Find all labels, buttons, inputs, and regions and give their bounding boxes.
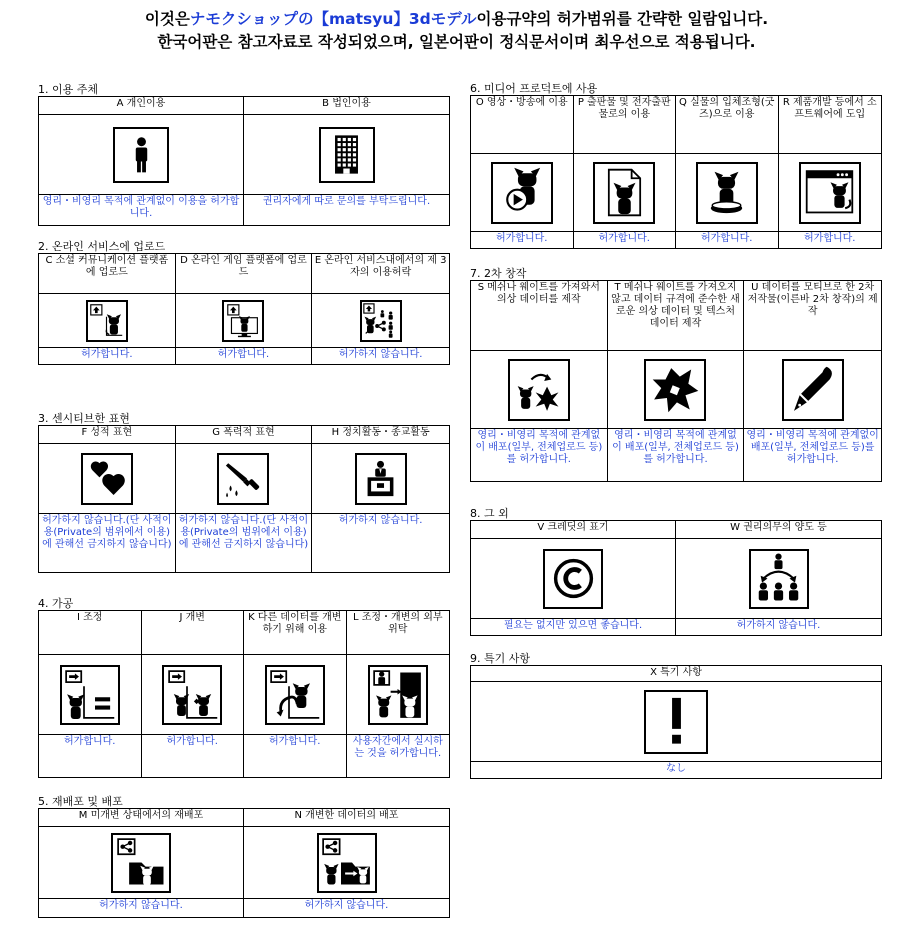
permission-cell (142, 611, 245, 777)
permission-cell (39, 809, 244, 917)
item-label: W 권리의무의 양도 등 (676, 521, 881, 539)
item-picture (39, 655, 141, 735)
header-prefix: 이것은 (144, 10, 190, 28)
permission-cell (312, 426, 449, 572)
section-s8 (470, 507, 882, 636)
adjust-equals-icon (60, 665, 120, 725)
item-picture (312, 294, 449, 348)
item-picture (244, 115, 449, 195)
item-label: I 조정 (39, 611, 141, 655)
item-picture (244, 827, 449, 899)
share-users-icon (360, 300, 402, 342)
item-picture (347, 655, 450, 735)
item-permission: 허가합니다. (81, 349, 133, 360)
item-permission: 영리・비영리 목적에 관계없이 배포(일부, 전체업로드 등)를 허가합니다. (612, 430, 739, 465)
section-title: 2. 온라인 서비스에 업로드 (38, 240, 166, 253)
item-picture (744, 351, 881, 429)
video-cat-icon (491, 162, 553, 224)
section-title: 7. 2차 창작 (470, 267, 527, 280)
item-picture (142, 655, 244, 735)
page-header (0, 8, 913, 54)
item-permission: なし (666, 763, 686, 774)
item-label: V 크레딧의 표기 (471, 521, 675, 539)
header-highlight: ナモクショップの【matsyu】3dモデル (189, 10, 477, 28)
item-picture (676, 539, 881, 619)
item-picture (779, 154, 882, 232)
permission-table (470, 95, 882, 249)
permission-table (38, 425, 450, 573)
item-permission: 허가합니다. (598, 233, 650, 244)
section-s4 (38, 597, 450, 778)
permission-cell (779, 96, 882, 248)
item-label: E 온라인 서비스내에서의 제 3자의 이용허락 (312, 254, 449, 294)
item-label: A 개인이용 (39, 97, 243, 115)
item-label: J 개변 (142, 611, 244, 655)
item-picture (39, 827, 243, 899)
item-picture (471, 682, 881, 762)
permission-table (38, 253, 450, 365)
permission-cell (608, 281, 745, 481)
section-s5 (38, 795, 450, 918)
item-label: D 온라인 게임 플랫폼에 업로드 (176, 254, 312, 294)
item-permission: 허가합니다. (804, 233, 856, 244)
section-s1 (38, 83, 450, 226)
item-picture (176, 444, 312, 514)
permission-cell (471, 96, 574, 248)
item-label: G 폭력적 표현 (176, 426, 312, 444)
item-permission: 필요는 없지만 있으면 좋습니다. (503, 620, 643, 631)
permission-table (470, 520, 882, 636)
section-title: 3. 센시티브한 표현 (38, 412, 130, 425)
section-title: 8. 그 외 (470, 507, 509, 520)
section-title: 4. 가공 (38, 597, 74, 610)
header-line-2: 한국어판은 참고자료로 작성되었으며, 일본어판이 정식문서이며 최우선으로 적용됩니다. (157, 33, 756, 51)
item-picture (471, 351, 607, 429)
section-s6 (470, 82, 882, 249)
building-icon (319, 127, 375, 183)
item-permission: 영리・비영리 목적에 관계없이 이용을 허가합니다. (42, 196, 240, 219)
item-label: K 다른 데이터를 개변하기 위해 이용 (244, 611, 346, 655)
cat-clothes-icon (508, 359, 570, 421)
section-s3 (38, 412, 450, 573)
permission-cell (676, 96, 779, 248)
item-label: F 성적 표현 (39, 426, 175, 444)
item-permission: 허가합니다. (217, 349, 270, 360)
item-permission: 영리・비영리 목적에 관계없이 배포(일부, 전체업로드 등)를 허가합니다. (746, 430, 879, 465)
permission-cell (244, 611, 347, 777)
permission-cell (176, 254, 313, 364)
item-label: X 특기 사항 (471, 666, 881, 682)
item-permission: 허가합니다. (64, 736, 116, 747)
modify-cats-icon (162, 665, 222, 725)
hearts-icon (81, 453, 133, 505)
permission-cell (471, 521, 676, 635)
item-permission: 권리자에게 따로 문의를 부탁드립니다. (262, 196, 431, 207)
item-permission: 허가합니다. (496, 233, 548, 244)
copyright-icon (543, 549, 603, 609)
item-label: P 출판물 및 전자출판물로의 이용 (574, 96, 676, 154)
permission-cell (244, 809, 449, 917)
permission-cell (471, 666, 881, 778)
header-line-1 (0, 8, 913, 31)
permission-table (470, 665, 882, 779)
permission-cell (39, 426, 176, 572)
section-s7 (470, 267, 882, 482)
permission-cell (39, 611, 142, 777)
permission-cell (39, 254, 176, 364)
item-picture (471, 539, 675, 619)
share-modified-folder-icon (317, 833, 377, 893)
item-permission: 허가하지 않습니다. (338, 349, 423, 360)
item-permission: 허가하지 않습니다.(단 사적이용(Private의 범위에서 이용)에 관해선 금지하지 않습니다) (178, 515, 309, 550)
document-cat-icon (593, 162, 655, 224)
upload-monitor-icon (222, 300, 264, 342)
permission-table (38, 96, 450, 226)
item-picture (574, 154, 676, 232)
item-label: T 메쉬나 웨이트를 가져오지 않고 데이터 규격에 준수한 새로운 의상 데이터 및 텍스처 데이터 제작 (608, 281, 744, 351)
permission-cell (744, 281, 881, 481)
cloth-icon (644, 359, 706, 421)
transform-icon (265, 665, 325, 725)
person-icon (113, 127, 169, 183)
item-picture (608, 351, 744, 429)
share-folder-icon (111, 833, 171, 893)
item-permission: 영리・비영리 목적에 관계없이 배포(일부, 전체업로드 등)를 허가합니다. (475, 430, 603, 465)
item-picture (39, 115, 243, 195)
section-title: 1. 이용 주체 (38, 83, 98, 96)
item-picture (471, 154, 573, 232)
item-label: L 조정・개변의 외부위탁 (347, 611, 450, 655)
window-cat-icon (799, 162, 861, 224)
permission-cell (574, 96, 677, 248)
item-picture (39, 294, 175, 348)
item-label: H 정치활동・종교활동 (312, 426, 449, 444)
item-label: S 메쉬나 웨이트를 가져와서 의상 데이터를 제작 (471, 281, 607, 351)
permission-cell (312, 254, 449, 364)
figure-cat-icon (696, 162, 758, 224)
item-label: N 개변한 데이터의 배포 (244, 809, 449, 827)
item-label: O 영상・방송에 이용 (471, 96, 573, 154)
item-label: U 데이터를 모티브로 한 2차 저작물(이른바 2차 창작)의 제작 (744, 281, 881, 351)
item-picture (244, 655, 346, 735)
section-title: 9. 특기 사항 (470, 652, 530, 665)
permission-cell (39, 97, 244, 225)
item-permission: 허가하지 않습니다. (338, 515, 423, 526)
permission-cell (471, 281, 608, 481)
podium-icon (355, 453, 407, 505)
section-title: 5. 재배포 및 배포 (38, 795, 123, 808)
item-picture (676, 154, 778, 232)
item-picture (176, 294, 312, 348)
item-permission: 허가하지 않습니다. (304, 900, 389, 911)
permission-cell (347, 611, 450, 777)
section-title: 6. 미디어 프로덕트에 사용 (470, 82, 598, 95)
item-label: C 소셜 커뮤니케이션 플랫폼에 업로드 (39, 254, 175, 294)
item-label: R 제품개발 등에서 소프트웨어에 도입 (779, 96, 882, 154)
pen-nib-icon (782, 359, 844, 421)
permission-table (38, 610, 450, 778)
permission-table (470, 280, 882, 482)
item-label: Q 실물의 입체조형(굿즈)으로 이용 (676, 96, 778, 154)
section-s2 (38, 240, 450, 365)
item-permission: 허가합니다. (701, 233, 753, 244)
item-picture (312, 444, 449, 514)
permission-cell (676, 521, 881, 635)
item-permission: 허가합니다. (166, 736, 218, 747)
transfer-icon (749, 549, 809, 609)
permission-table (38, 808, 450, 918)
item-permission: 사용자간에서 실시하는 것을 허가합니다. (352, 736, 443, 759)
knife-icon (217, 453, 269, 505)
item-permission: 허가합니다. (269, 736, 321, 747)
permission-cell (176, 426, 313, 572)
item-permission: 허가하지 않습니다. (99, 900, 183, 911)
permission-cell (244, 97, 449, 225)
header-suffix: 이용규약의 허가범위를 간략한 일람입니다. (476, 10, 769, 28)
item-permission: 허가하지 않습니다.(단 사적이용(Private의 범위에서 이용)에 관해선 금지하지 않습니다) (42, 515, 172, 550)
outsource-icon (368, 665, 428, 725)
exclamation-icon (644, 690, 708, 754)
upload-cat-icon (86, 300, 128, 342)
item-permission: 허가하지 않습니다. (736, 620, 821, 631)
item-picture (39, 444, 175, 514)
item-label: B 법인이용 (244, 97, 449, 115)
section-s9 (470, 652, 882, 779)
item-label: M 미개변 상태에서의 재배포 (39, 809, 243, 827)
